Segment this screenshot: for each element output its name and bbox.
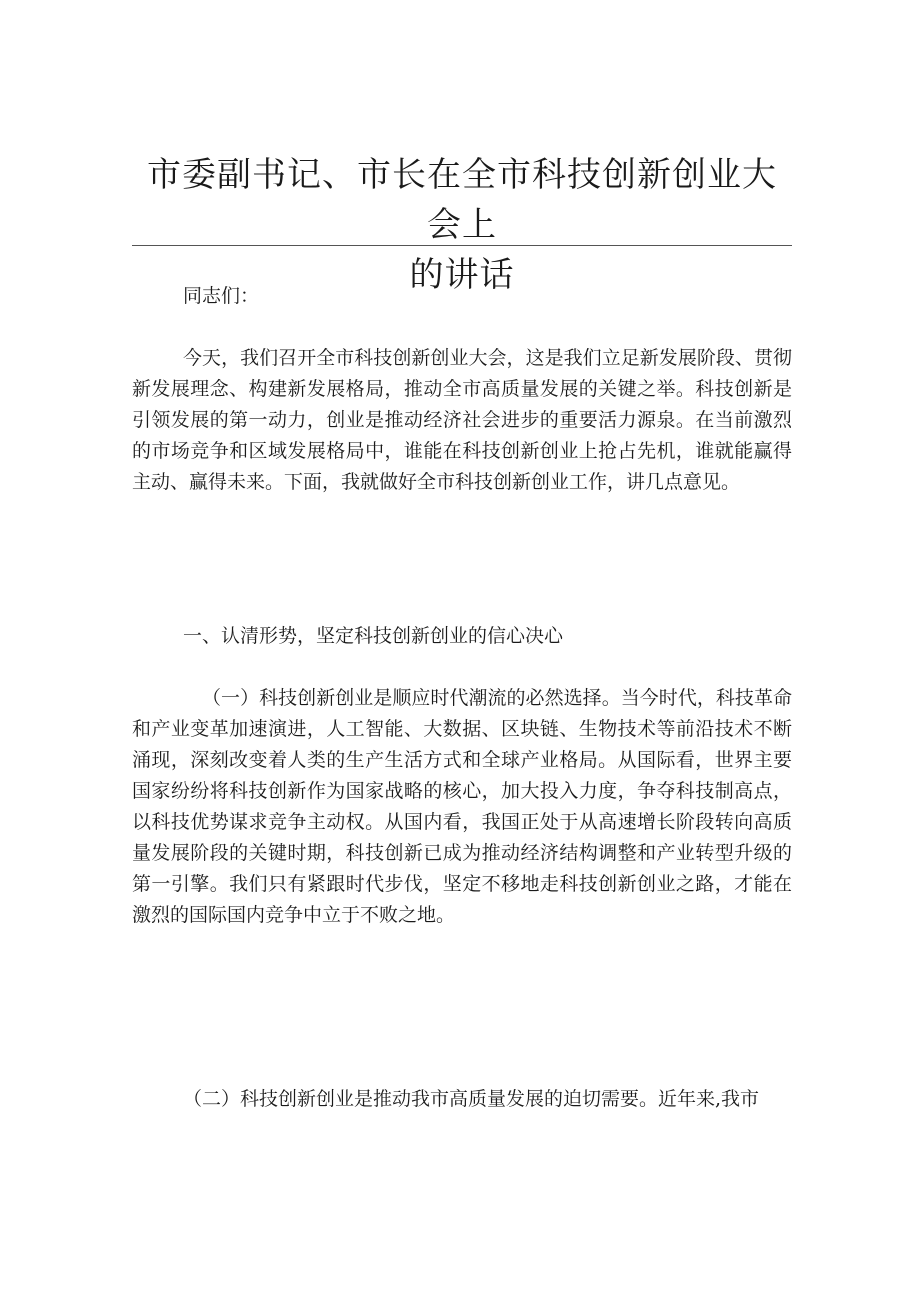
title-line-2: 的讲话 bbox=[409, 255, 515, 295]
subsection-2-paragraph: （二）科技创新创业是推动我市高质量发展的迫切需要。近年来,我市 bbox=[183, 1088, 760, 1110]
title-line-1: 市委副书记、市长在全市科技创新创业大会上 bbox=[147, 155, 777, 245]
document-title bbox=[132, 150, 792, 300]
salutation: 同志们： bbox=[183, 285, 260, 307]
subsection-1-paragraph: （一）科技创新创业是顺应时代潮流的必然选择。当今时代，科技革命和产业变革加速演进，人工智能、大数据、区块链、生物技术等前沿技术不断涌现，深刻改变着人类的生产生活方式和全球产业格局。从国际看，世界主要国家纷纷将科技创新作为国家战略的核心，加大投入力度，争夺科技制高点，以科技优势谋求竞争主动权。从国内看，我国正处于从高速增长阶段转向高质量发展阶段的关键时期，科技创新已成为推动经济结构调整和产业转型升级的第一引擎。我们只有紧跟时代步伐，坚定不移地走科技创新创业之路，才能在激烈的国际国内竞争中立于不败之地。 bbox=[132, 687, 792, 926]
intro-paragraph: 今天，我们召开全市科技创新创业大会，这是我们立足新发展阶段、贯彻新发展理念、构建新发展格局，推动全市高质量发展的关键之举。科技创新是引领发展的第一动力，创业是推动经济社会进步的重要活力源泉。在当前激烈的市场竞争和区域发展格局中，谁能在科技创新创业上抢占先机，谁就能赢得主动、赢得未来。下面，我就做好全市科技创新创业工作，讲几点意见。 bbox=[132, 347, 792, 493]
section-heading-1: 一、认清形势，坚定科技创新创业的信心决心 bbox=[183, 625, 564, 647]
title-divider bbox=[132, 245, 792, 246]
